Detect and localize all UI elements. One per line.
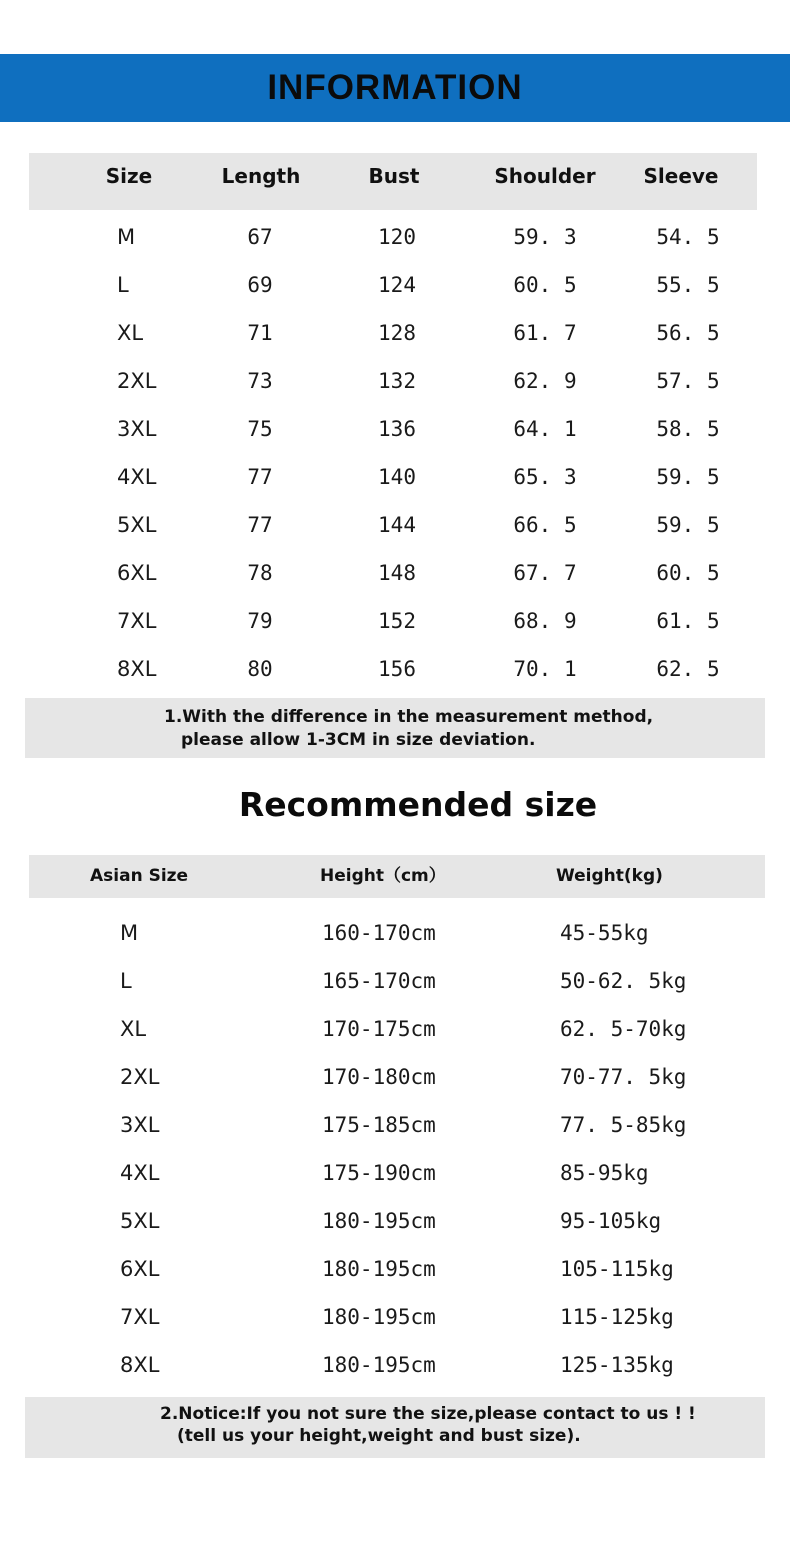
cell-height: 160-170cm (322, 921, 436, 945)
recommended-size-title: Recommended size (238, 785, 598, 824)
cell-length: 69 (247, 273, 273, 297)
recommended-table-body (0, 909, 790, 1389)
recommended-table-row (0, 1005, 790, 1053)
recommended-table-row (0, 1293, 790, 1341)
cell-weight: 70-77. 5kg (560, 1065, 687, 1089)
cell-asian-size: 7XL (120, 1305, 160, 1329)
cell-height: 180-195cm (322, 1257, 436, 1281)
cell-size: 3XL (117, 417, 157, 441)
recommended-table-row (0, 1245, 790, 1293)
header-length: Length (221, 164, 301, 188)
cell-height: 175-185cm (322, 1113, 436, 1137)
cell-asian-size: 6XL (120, 1257, 160, 1281)
size-table-row (0, 213, 790, 261)
banner-title: INFORMATION (267, 68, 523, 107)
recommended-table-row (0, 1101, 790, 1149)
recommended-table-row (0, 1341, 790, 1389)
cell-shoulder: 59. 3 (513, 225, 577, 249)
cell-shoulder: 70. 1 (513, 657, 577, 681)
size-table-row (0, 645, 790, 693)
cell-bust: 152 (378, 609, 416, 633)
cell-length: 73 (247, 369, 273, 393)
cell-length: 67 (247, 225, 273, 249)
cell-weight: 62. 5-70kg (560, 1017, 687, 1041)
cell-weight: 95-105kg (560, 1209, 662, 1233)
size-table-row (0, 501, 790, 549)
cell-bust: 140 (378, 465, 416, 489)
cell-bust: 128 (378, 321, 416, 345)
cell-size: XL (117, 321, 144, 345)
cell-size: 5XL (117, 513, 157, 537)
cell-weight: 50-62. 5kg (560, 969, 687, 993)
header-size: Size (105, 164, 153, 188)
size-table-row (0, 261, 790, 309)
cell-length: 77 (247, 513, 273, 537)
cell-sleeve: 58. 5 (656, 417, 720, 441)
cell-length: 71 (247, 321, 273, 345)
cell-sleeve: 55. 5 (656, 273, 720, 297)
cell-size: 4XL (117, 465, 157, 489)
size-table-header (29, 153, 757, 210)
cell-shoulder: 64. 1 (513, 417, 577, 441)
cell-height: 180-195cm (322, 1209, 436, 1233)
header-height: Height（cm） (320, 866, 446, 886)
cell-weight: 77. 5-85kg (560, 1113, 687, 1137)
cell-size: M (117, 225, 136, 249)
recommended-table-row (0, 957, 790, 1005)
cell-sleeve: 59. 5 (656, 513, 720, 537)
cell-bust: 120 (378, 225, 416, 249)
cell-shoulder: 68. 9 (513, 609, 577, 633)
notice-note-line1: 2.Notice:If you not sure the size,please contact to us ! ! (160, 1404, 696, 1424)
recommended-table-row (0, 1197, 790, 1245)
cell-asian-size: L (120, 969, 132, 993)
cell-size: 8XL (117, 657, 157, 681)
cell-asian-size: XL (120, 1017, 147, 1041)
measurement-note-line2: please allow 1-3CM in size deviation. (181, 730, 536, 750)
cell-weight: 45-55kg (560, 921, 649, 945)
size-table-row (0, 597, 790, 645)
cell-weight: 105-115kg (560, 1257, 674, 1281)
measurement-note (25, 698, 765, 758)
size-table-row (0, 357, 790, 405)
recommended-table-header (29, 855, 765, 898)
cell-asian-size: 2XL (120, 1065, 160, 1089)
size-table-row (0, 549, 790, 597)
cell-sleeve: 60. 5 (656, 561, 720, 585)
cell-shoulder: 67. 7 (513, 561, 577, 585)
header-sleeve: Sleeve (643, 164, 719, 188)
cell-sleeve: 56. 5 (656, 321, 720, 345)
cell-shoulder: 60. 5 (513, 273, 577, 297)
cell-bust: 136 (378, 417, 416, 441)
header-weight: Weight(kg) (556, 866, 663, 886)
information-banner (0, 54, 790, 122)
cell-height: 180-195cm (322, 1305, 436, 1329)
recommended-table-row (0, 909, 790, 957)
cell-length: 79 (247, 609, 273, 633)
notice-note (25, 1397, 765, 1458)
cell-asian-size: 3XL (120, 1113, 160, 1137)
size-table-body (0, 213, 790, 693)
cell-bust: 144 (378, 513, 416, 537)
size-table-row (0, 453, 790, 501)
cell-sleeve: 54. 5 (656, 225, 720, 249)
cell-bust: 156 (378, 657, 416, 681)
cell-shoulder: 65. 3 (513, 465, 577, 489)
cell-weight: 125-135kg (560, 1353, 674, 1377)
cell-length: 78 (247, 561, 273, 585)
header-asian-size: Asian Size (90, 866, 189, 886)
cell-size: 7XL (117, 609, 157, 633)
cell-sleeve: 62. 5 (656, 657, 720, 681)
size-table-row (0, 405, 790, 453)
cell-bust: 148 (378, 561, 416, 585)
cell-sleeve: 57. 5 (656, 369, 720, 393)
cell-asian-size: 4XL (120, 1161, 160, 1185)
cell-shoulder: 62. 9 (513, 369, 577, 393)
cell-height: 170-175cm (322, 1017, 436, 1041)
cell-length: 75 (247, 417, 273, 441)
cell-height: 180-195cm (322, 1353, 436, 1377)
cell-bust: 132 (378, 369, 416, 393)
cell-height: 175-190cm (322, 1161, 436, 1185)
cell-shoulder: 61. 7 (513, 321, 577, 345)
cell-weight: 115-125kg (560, 1305, 674, 1329)
cell-size: 6XL (117, 561, 157, 585)
cell-size: L (117, 273, 129, 297)
cell-shoulder: 66. 5 (513, 513, 577, 537)
cell-height: 165-170cm (322, 969, 436, 993)
notice-note-line2: (tell us your height,weight and bust size). (177, 1426, 581, 1446)
cell-asian-size: M (120, 921, 139, 945)
cell-sleeve: 61. 5 (656, 609, 720, 633)
cell-sleeve: 59. 5 (656, 465, 720, 489)
recommended-table-row (0, 1053, 790, 1101)
cell-length: 80 (247, 657, 273, 681)
size-table-row (0, 309, 790, 357)
header-bust: Bust (368, 164, 420, 188)
cell-bust: 124 (378, 273, 416, 297)
cell-height: 170-180cm (322, 1065, 436, 1089)
measurement-note-line1: 1.With the difference in the measurement method, (164, 707, 654, 727)
cell-asian-size: 5XL (120, 1209, 160, 1233)
cell-weight: 85-95kg (560, 1161, 649, 1185)
cell-asian-size: 8XL (120, 1353, 160, 1377)
cell-length: 77 (247, 465, 273, 489)
header-shoulder: Shoulder (494, 164, 596, 188)
cell-size: 2XL (117, 369, 157, 393)
recommended-table-row (0, 1149, 790, 1197)
